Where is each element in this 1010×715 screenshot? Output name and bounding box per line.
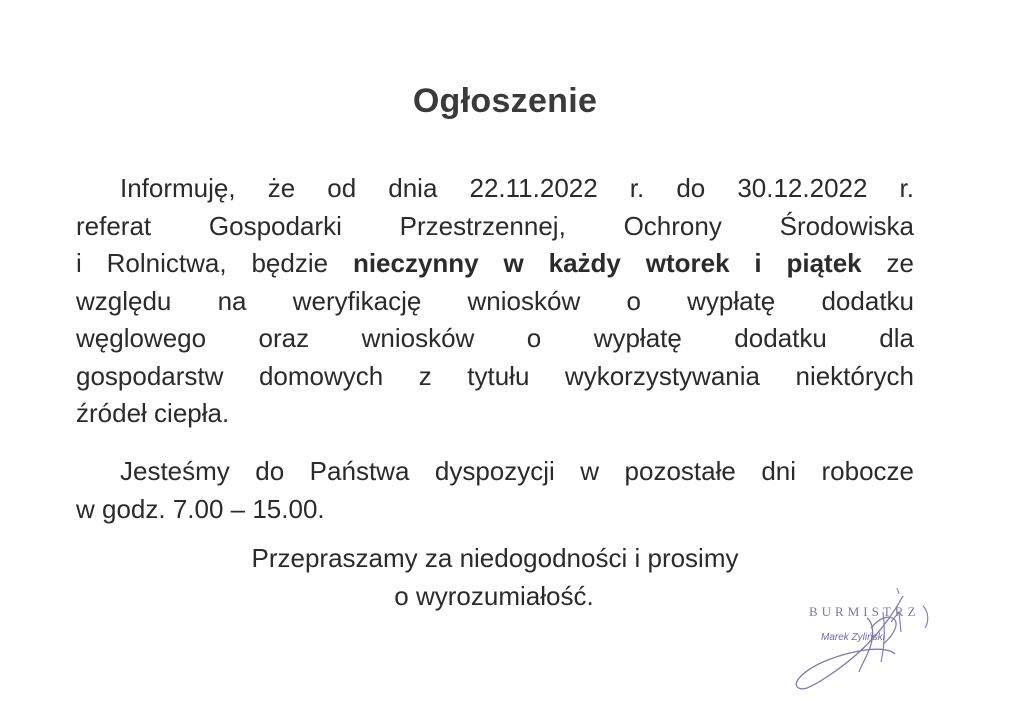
text-line: referat Gospodarki Przestrzennej, Ochrony Środowiska	[76, 210, 914, 241]
text-line: gospodarstw domowych z tytułu wykorzystywania niektórych	[76, 360, 914, 391]
text-line: Jesteśmy do Państwa dyspozycji w pozostałe dni robocze	[120, 456, 914, 486]
text-line: i Rolnictwa, będzie nieczynny w każdy wtorek i piątek ze	[76, 248, 914, 278]
paragraph-closure-info	[76, 170, 914, 433]
text-line: węglowego oraz wniosków o wypłatę dodatku dla	[76, 323, 914, 353]
closure-days-emphasis: nieczynny w każdy wtorek i piątek	[352, 248, 862, 278]
text-line: w godz. 7.00 – 15.00.	[76, 493, 325, 524]
stamp-title: BURMISTRZ	[809, 604, 920, 619]
text-line: źródeł ciepła.	[76, 398, 230, 428]
mayor-stamp	[795, 588, 995, 698]
stamp-name: Marek Zyliński	[821, 632, 885, 643]
closing-line: o wyrozumiałość.	[394, 580, 594, 611]
page-title: Ogłoszenie	[412, 82, 598, 120]
paragraph-availability	[76, 453, 914, 528]
text-line: Informuję, że od dnia 22.11.2022 r. do 30.12.2022 r.	[120, 173, 914, 203]
closing-line: Przepraszamy za niedogodności i prosimy	[251, 543, 739, 573]
text-line: względu na weryfikację wniosków o wypłatę dodatku	[76, 285, 914, 316]
